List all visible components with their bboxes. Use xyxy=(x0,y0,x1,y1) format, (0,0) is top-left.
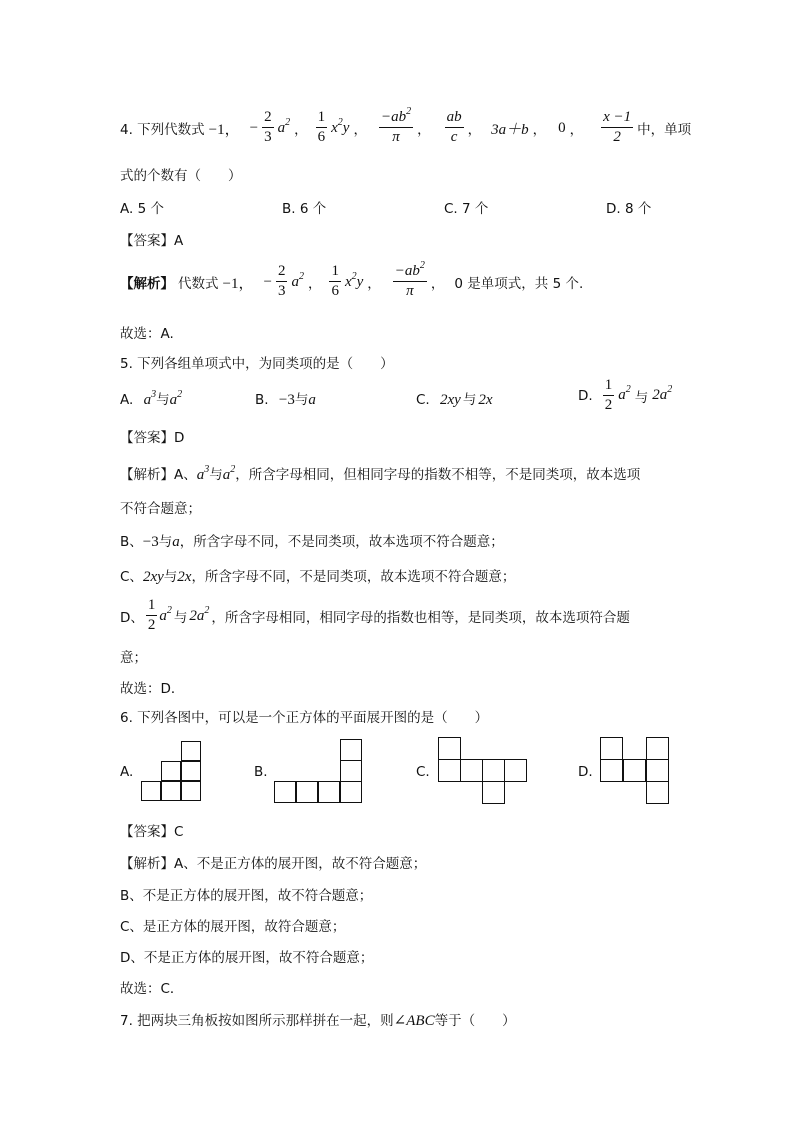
q4-analysis-frac-3-num xyxy=(393,260,427,282)
q5-option-c-label: C. xyxy=(416,392,430,408)
q5-option-d-frac: $\frac{1}{2}$ xyxy=(604,377,613,413)
q6-analysis-2: B、不是正方体的展开图，故不符合题意； xyxy=(120,888,373,904)
q5-analysis-a-expr2: $a^2$ xyxy=(222,464,236,483)
q4-analysis-term-1-letter: a xyxy=(291,273,299,290)
q4-frac-7-den: 2 xyxy=(613,129,621,145)
q4-analysis-sign: − xyxy=(263,273,272,290)
q4-analysis-frac-1 xyxy=(276,264,288,300)
q4-sep-6: ， xyxy=(569,122,584,138)
q5-stem: 5. 下列各组单项式中，为同类项的是（ ） xyxy=(120,356,394,372)
q4-analysis-end: 0 是单项式，共 5 个. xyxy=(454,276,584,292)
q4-analysis-sep-3: ， xyxy=(430,276,445,292)
q4-analysis-start: 代数式 xyxy=(178,276,219,292)
q4-analysis-frac-3-den: π xyxy=(406,283,414,299)
q4-analysis-frac-1-num: 2 xyxy=(276,264,288,282)
q4-term-1-var xyxy=(277,116,291,137)
q6-label-b: B. xyxy=(254,764,268,780)
q5-analysis-d xyxy=(120,596,630,636)
q4-term-2-exp: 2 xyxy=(337,116,343,128)
net-square xyxy=(340,739,362,761)
q4-analysis-frac-2-den: 6 xyxy=(331,283,339,299)
q4-analysis-frac-1-den: 3 xyxy=(277,283,286,299)
q4-frac-1-den: 3 xyxy=(264,129,272,145)
net-square xyxy=(646,737,669,760)
q5-analysis-d-label: D、 xyxy=(120,610,144,626)
q5-analysis-a-yu: 与 xyxy=(209,467,223,483)
net-square xyxy=(340,781,362,803)
net-square xyxy=(318,781,340,803)
q7-stem xyxy=(120,1009,516,1030)
q5-analysis-line2: 不符合题意； xyxy=(120,501,201,517)
q5-analysis-a-text: ，所含字母相同，但相同字母的指数不相等，不是同类项，故本选项 xyxy=(235,467,641,483)
q5-option-c-expr: 2xy xyxy=(440,392,461,408)
q5-analysis-d-expr: $a^2$ xyxy=(159,604,172,624)
q4-frac-2-num: 1 xyxy=(316,110,328,128)
q5-option-d-label: D. xyxy=(578,387,593,404)
q5-option-b xyxy=(255,388,316,409)
q5-analysis-b-label: B、 xyxy=(120,534,143,550)
q4-analysis-term-1-exp: 2 xyxy=(298,270,304,282)
q5-analysis-a-label: 【解析】A、 xyxy=(120,467,197,483)
q4-frac-3-num xyxy=(379,106,413,128)
q5-analysis-c-label: C、 xyxy=(120,569,143,585)
q4-frac-3 xyxy=(379,106,413,146)
q6-label-c: C. xyxy=(416,764,430,780)
q5-analysis-b-yu: 与 xyxy=(158,534,173,550)
q4-analysis-term-2-letter2: y xyxy=(356,273,364,290)
q5-analysis-c xyxy=(120,565,515,586)
q6-label-a: A. xyxy=(120,764,134,780)
q5-option-a-label: A. xyxy=(120,392,134,408)
q4-analysis-frac-2 xyxy=(329,264,341,300)
q5-choose: 故选：D． xyxy=(120,681,185,697)
q4-answer: 【答案】A xyxy=(120,233,184,249)
q5-option-a-expr2: $a^2$ xyxy=(169,389,183,408)
q4-sep-2: ， xyxy=(353,122,367,138)
q4-sep-3: ， xyxy=(417,122,431,138)
q5-analysis-a-expr: $a^3$ xyxy=(196,464,210,483)
net-square xyxy=(646,759,669,782)
net-square xyxy=(623,759,646,782)
q5-option-a xyxy=(120,388,182,409)
q5-analysis-b-expr: −3 xyxy=(142,534,159,550)
q5-option-a-expr: $a^3$ xyxy=(143,389,157,408)
q4-term-1-letter: a xyxy=(277,119,286,136)
q4-frac-4-den: c xyxy=(450,129,458,145)
q5-analysis-c-expr: 2xy xyxy=(142,569,164,585)
net-square xyxy=(482,759,505,782)
q4-analysis-frac-3-num-exp: 2 xyxy=(419,260,425,272)
q4-term-neg-one: −1， xyxy=(208,121,240,138)
q4-analysis-term-2-letter: x xyxy=(344,273,352,290)
q5-analysis-d-yu: 与 xyxy=(173,610,188,626)
q4-frac-7-num: x −1 xyxy=(601,110,633,128)
q4-sep-1: ， xyxy=(294,122,308,138)
q5-analysis-d-line2: 意； xyxy=(120,650,147,666)
q5-option-b-label: B. xyxy=(255,392,269,408)
net-square xyxy=(504,759,527,782)
net-square xyxy=(161,781,181,801)
q4-option-c: C. 7 个 xyxy=(444,201,489,217)
q6-analysis-3: C、是正方体的展开图，故符合题意； xyxy=(120,919,346,935)
q4-stem-tail: 中，单项 xyxy=(637,122,692,138)
q4-analysis-neg-one: −1， xyxy=(222,275,254,292)
q6-analysis-4: D、不是正方体的展开图，故不符合题意； xyxy=(120,950,374,966)
q4-frac-3-num-text: −ab xyxy=(380,109,407,126)
net-square xyxy=(646,781,669,804)
q4-option-b: B. 6 个 xyxy=(282,201,327,217)
q4-frac-2 xyxy=(316,110,328,146)
net-square xyxy=(161,761,181,781)
q4-term-5: 3a＋b xyxy=(491,121,529,138)
q4-analysis-term-2-var xyxy=(344,270,364,291)
q4-stem-line1 xyxy=(120,104,691,152)
q4-analysis xyxy=(120,258,583,306)
q7-stem-end: 等于（ ） xyxy=(434,1013,516,1029)
net-square xyxy=(438,759,461,782)
q6-answer: 【答案】C xyxy=(120,824,184,840)
q4-term-1-exp: 2 xyxy=(285,116,291,128)
q5-option-b-yu: 与 xyxy=(294,392,309,408)
q5-analysis-line1 xyxy=(120,463,640,484)
q4-option-d: D. 8 个 xyxy=(606,201,652,217)
q4-frac-1 xyxy=(262,110,274,146)
q5-option-c-expr2: 2x xyxy=(478,392,493,408)
q4-analysis-sep-1: ， xyxy=(307,276,322,292)
q5-analysis-b-text: ，所含字母不同，不是同类项，故本选项不符合题意； xyxy=(179,534,504,550)
q5-analysis-b-expr2: a xyxy=(172,534,180,550)
q5-analysis-c-text: ，所含字母不同，不是同类项，故本选项不符合题意； xyxy=(191,569,516,585)
q5-option-d-expr2: $2a^2$ xyxy=(652,384,673,404)
q4-sep-5: ， xyxy=(532,122,547,138)
q5-option-b-expr: −3 xyxy=(278,392,295,408)
q6-label-d: D. xyxy=(578,764,593,780)
q4-frac-4-num: ab xyxy=(445,110,464,128)
net-square xyxy=(296,781,318,803)
q5-analysis-c-expr2: 2x xyxy=(177,569,192,585)
q6-choose: 故选：C． xyxy=(120,981,184,997)
q5-option-d-yu: 与 xyxy=(634,389,649,406)
q4-analysis-term-1-var xyxy=(291,270,304,291)
q5-option-c xyxy=(416,388,493,409)
q5-analysis-d-text: ，所含字母相同，相同字母的指数也相等，是同类项，故本选项符合题 xyxy=(211,610,630,626)
net-square xyxy=(274,781,296,803)
q4-term-2-var xyxy=(331,116,350,137)
net-square xyxy=(600,737,623,760)
q4-analysis-term-2-exp: 2 xyxy=(351,270,357,282)
q4-frac-7 xyxy=(601,110,633,146)
net-square xyxy=(460,759,483,782)
q4-frac-1-num: 2 xyxy=(262,110,274,128)
q5-analysis-d-expr2: $2a^2$ xyxy=(189,604,210,624)
q4-stem-start: 4. 下列代数式 xyxy=(120,122,205,138)
q6-analysis-1: 【解析】A、不是正方体的展开图，故不符合题意； xyxy=(120,856,427,872)
q4-term-sign: − xyxy=(249,119,259,136)
q4-analysis-frac-2-num: 1 xyxy=(329,264,341,282)
q4-frac-3-num-exp: 2 xyxy=(406,106,412,118)
q4-frac-2-den: 6 xyxy=(317,129,326,145)
q5-analysis-b xyxy=(120,530,504,551)
q4-analysis-frac-3-num-text: −ab xyxy=(394,263,420,280)
q4-sep-4: ， xyxy=(467,122,482,138)
q5-option-d xyxy=(578,378,672,414)
q4-analysis-label: 【解析】 xyxy=(120,276,174,292)
q4-analysis-frac-3 xyxy=(393,260,427,300)
q5-option-a-yu: 与 xyxy=(156,392,170,408)
q5-option-d-expr: $a^2$ xyxy=(618,384,631,404)
net-square xyxy=(141,781,161,801)
q5-option-c-yu: 与 xyxy=(462,392,477,408)
net-square xyxy=(181,741,201,761)
q7-stem-start: 7. 把两块三角板按如图所示那样拼在一起，则 xyxy=(120,1013,394,1029)
q6-stem: 6. 下列各图中，可以是一个正方体的平面展开图的是（ ） xyxy=(120,710,489,726)
q4-term-2-letter: x xyxy=(331,119,338,136)
q4-choose: 故选：A. xyxy=(120,326,174,342)
q5-option-b-expr2: a xyxy=(308,392,316,408)
net-square xyxy=(340,760,362,782)
q4-frac-4 xyxy=(445,110,464,146)
q5-answer: 【答案】D xyxy=(120,430,185,446)
q4-option-a: A. 5 个 xyxy=(120,201,164,217)
net-square xyxy=(600,759,623,782)
q5-analysis-c-yu: 与 xyxy=(163,569,178,585)
net-square xyxy=(438,737,461,760)
net-square xyxy=(181,781,201,801)
q4-term-6: 0 xyxy=(558,119,566,136)
q5-analysis-d-frac: $\frac{1}{2}$ xyxy=(147,597,156,633)
q4-term-2-letter2: y xyxy=(342,119,350,136)
net-square xyxy=(181,761,201,781)
q4-stem-line2: 式的个数有（ ） xyxy=(120,168,242,184)
net-square xyxy=(482,781,505,804)
q4-analysis-sep-2: ， xyxy=(367,276,381,292)
q4-frac-3-den: π xyxy=(392,129,400,145)
q7-angle: ∠ABC xyxy=(393,1013,435,1029)
